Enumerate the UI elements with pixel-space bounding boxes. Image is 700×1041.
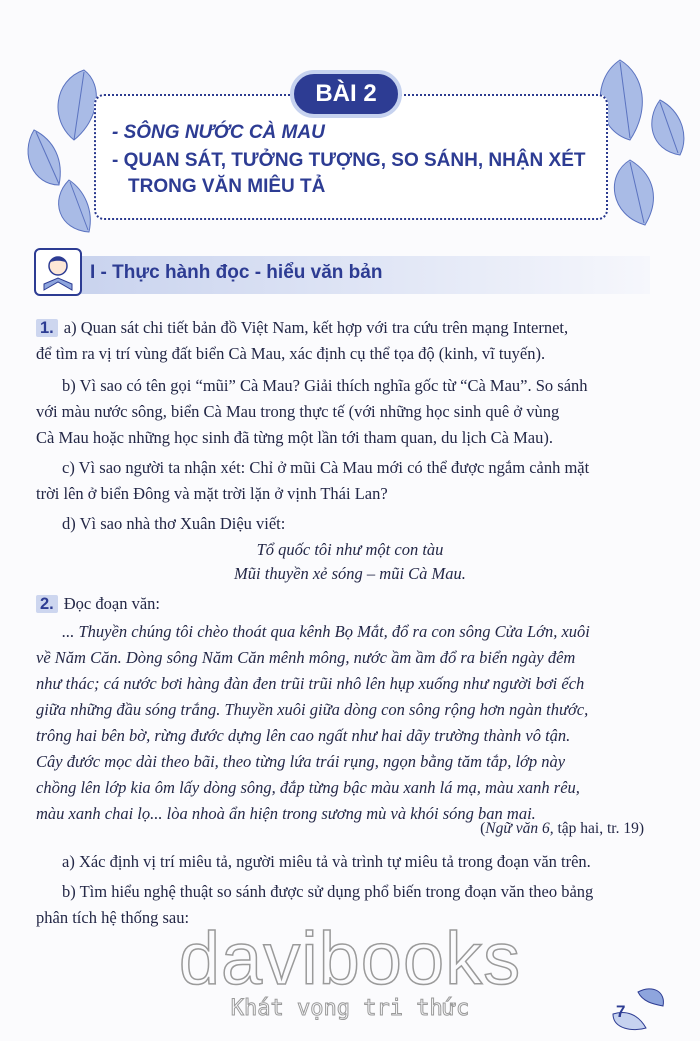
q1-line-b3: Cà Mau hoặc những học sinh đã từng một lần tới tham quan, du lịch Cà Mau). bbox=[36, 428, 553, 447]
passage-line: như thác; cá nước bơi hàng đàn đen trũi trũi nhô lên hụp xuống như người bơi ếch bbox=[36, 674, 585, 693]
q1-line-b2: với màu nước sông, biển Cà Mau trong thực tế (với những học sinh quê ở vùng bbox=[36, 402, 560, 421]
section-title: I - Thực hành đọc - hiểu văn bản bbox=[90, 262, 383, 283]
watermark-brand: davibooks bbox=[178, 917, 522, 1000]
q2-intro: 2. Đọc đoạn văn: bbox=[36, 594, 160, 614]
watermark-tagline: Khát vọng tri thức bbox=[230, 996, 470, 1021]
passage-source: (Ngữ văn 6, tập hai, tr. 19) bbox=[480, 820, 644, 837]
q1-line-c2: trời lên ở biển Đông và mặt trời lặn ở vịnh Thái Lan? bbox=[36, 484, 388, 503]
poem-line-2: Mũi thuyền xẻ sóng – mũi Cà Mau. bbox=[234, 564, 466, 583]
q1-line-a1: 1. a) Quan sát chi tiết bản đồ Việt Nam, kết hợp với tra cứu trên mạng Internet, bbox=[36, 318, 568, 338]
q1-line-d1: d) Vì sao nhà thơ Xuân Diệu viết: bbox=[62, 514, 286, 533]
title-line-3: TRONG VĂN MIÊU TẢ bbox=[128, 176, 326, 197]
reading-student-icon bbox=[34, 248, 82, 296]
q1-number: 1. bbox=[36, 319, 58, 337]
poem-line-1: Tổ quốc tôi như một con tàu bbox=[256, 540, 444, 559]
passage-line: ... Thuyền chúng tôi chèo thoát qua kênh Bọ Mắt, đổ ra con sông Cửa Lớn, xuôi bbox=[62, 622, 590, 641]
lesson-label: BÀI 2 bbox=[290, 70, 402, 118]
title-line-2: - QUAN SÁT, TƯỞNG TƯỢNG, SO SÁNH, NHẬN XÉT bbox=[112, 150, 586, 171]
passage-line: giữa những đầu sóng trắng. Thuyền xuôi giữa dòng con sông rộng hơn ngàn thước, bbox=[36, 700, 589, 719]
q2-number: 2. bbox=[36, 595, 58, 613]
q1-line-c1: c) Vì sao người ta nhận xét: Chỉ ở mũi Cà Mau mới có thể được ngắm cảnh mặt bbox=[62, 458, 590, 477]
passage-line: Cây đước mọc dài theo bãi, theo từng lứa trái rụng, ngọn bằng tăm tắp, lớp này bbox=[36, 752, 566, 771]
passage-line: màu xanh chai lọ... lòa nhoà ẩn hiện trong sương mù và khói sóng ban mai. bbox=[36, 804, 536, 823]
q1-line-b1: b) Vì sao có tên gọi “mũi” Cà Mau? Giải thích nghĩa gốc từ “Cà Mau”. So sánh bbox=[62, 376, 588, 395]
q1-line-a2: để tìm ra vị trí vùng đất biển Cà Mau, xác định cụ thể tọa độ (kinh, vĩ tuyến). bbox=[36, 344, 546, 363]
passage-line: trông hai bên bờ, rừng đước dựng lên cao ngất như hai dãy trường thành vô tận. bbox=[36, 726, 571, 745]
title-line-1: - SÔNG NƯỚC CÀ MAU bbox=[112, 122, 325, 143]
page-number: 7 bbox=[616, 1002, 626, 1021]
q2-line-a: a) Xác định vị trí miêu tả, người miêu tả và trình tự miêu tả trong đoạn văn trên. bbox=[62, 852, 591, 871]
q2-line-b2: phân tích hệ thống sau: bbox=[36, 908, 190, 927]
passage-line: về Năm Căn. Dòng sông Năm Căn mênh mông, nước ầm ầm đổ ra biển ngày đêm bbox=[36, 648, 576, 667]
passage-line: chồng lên lớp kia ôm lấy dòng sông, đắp từng bậc màu xanh lá mạ, màu xanh rêu, bbox=[36, 778, 580, 797]
q2-line-b1: b) Tìm hiểu nghệ thuật so sánh được sử dụng phổ biến trong đoạn văn theo bảng bbox=[62, 882, 594, 901]
